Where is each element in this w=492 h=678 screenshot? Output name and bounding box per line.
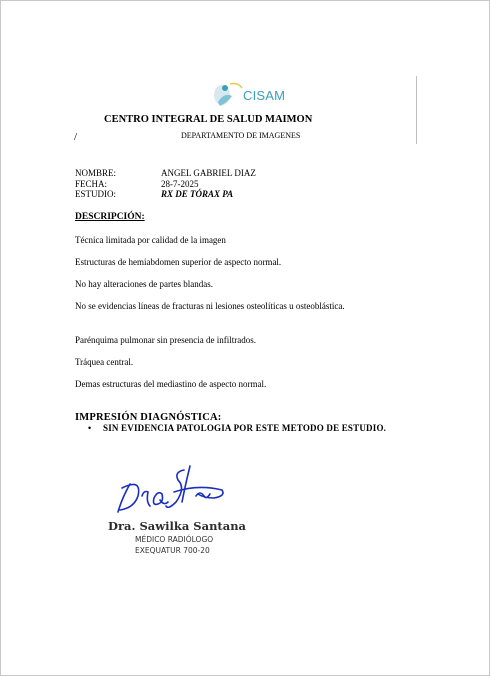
- description-paragraph: No hay alteraciones de partes blandas.: [75, 279, 213, 289]
- description-paragraph: Parénquima pulmonar sin presencia de infiltrados.: [75, 335, 256, 345]
- signer-name: Dra. Sawilka Santana: [108, 519, 246, 533]
- patient-name-row: [75, 168, 256, 179]
- slash-mark: /: [74, 131, 78, 143]
- impression-heading: IMPRESIÓN DIAGNÓSTICA:: [75, 412, 222, 423]
- study-row: [75, 189, 233, 200]
- description-paragraph: Demas estructuras del mediastino de aspecto normal.: [75, 379, 267, 389]
- signer-exequatur: EXEQUATUR 700-20: [135, 546, 210, 555]
- handwritten-signature: [108, 462, 232, 520]
- institution-title: CENTRO INTEGRAL DE SALUD MAIMON: [104, 114, 313, 125]
- impression-item: [88, 423, 386, 433]
- logo-text: CISAM: [243, 88, 286, 103]
- description-heading: DESCRIPCIÓN:: [75, 212, 145, 222]
- impression-text: SIN EVIDENCIA PATOLOGIA POR ESTE METODO DE ESTUDIO.: [103, 423, 387, 433]
- description-paragraph: Estructuras de hemiabdomen superior de aspecto normal.: [75, 257, 282, 267]
- signer-title: MÉDICO RADIÓLOGO: [135, 535, 214, 544]
- margin-rule: [416, 76, 417, 144]
- description-paragraph: No se evidencias líneas de fracturas ni lesiones osteolíticas u osteoblástica.: [75, 301, 345, 311]
- study-value: RX DE TÓRAX PA: [161, 189, 234, 199]
- description-paragraph: Técnica limitada por calidad de la imagen: [75, 235, 226, 245]
- name-value: ANGEL GABRIEL DIAZ: [161, 168, 256, 178]
- date-value: 28-7-2025: [161, 179, 199, 189]
- date-label: FECHA:: [75, 179, 108, 189]
- bullet-icon: •: [88, 423, 92, 433]
- department-name: DEPARTAMENTO DE IMAGENES: [181, 131, 301, 140]
- description-paragraph: Tráquea central.: [75, 357, 134, 367]
- study-label: ESTUDIO:: [75, 189, 116, 199]
- name-label: NOMBRE:: [75, 168, 117, 178]
